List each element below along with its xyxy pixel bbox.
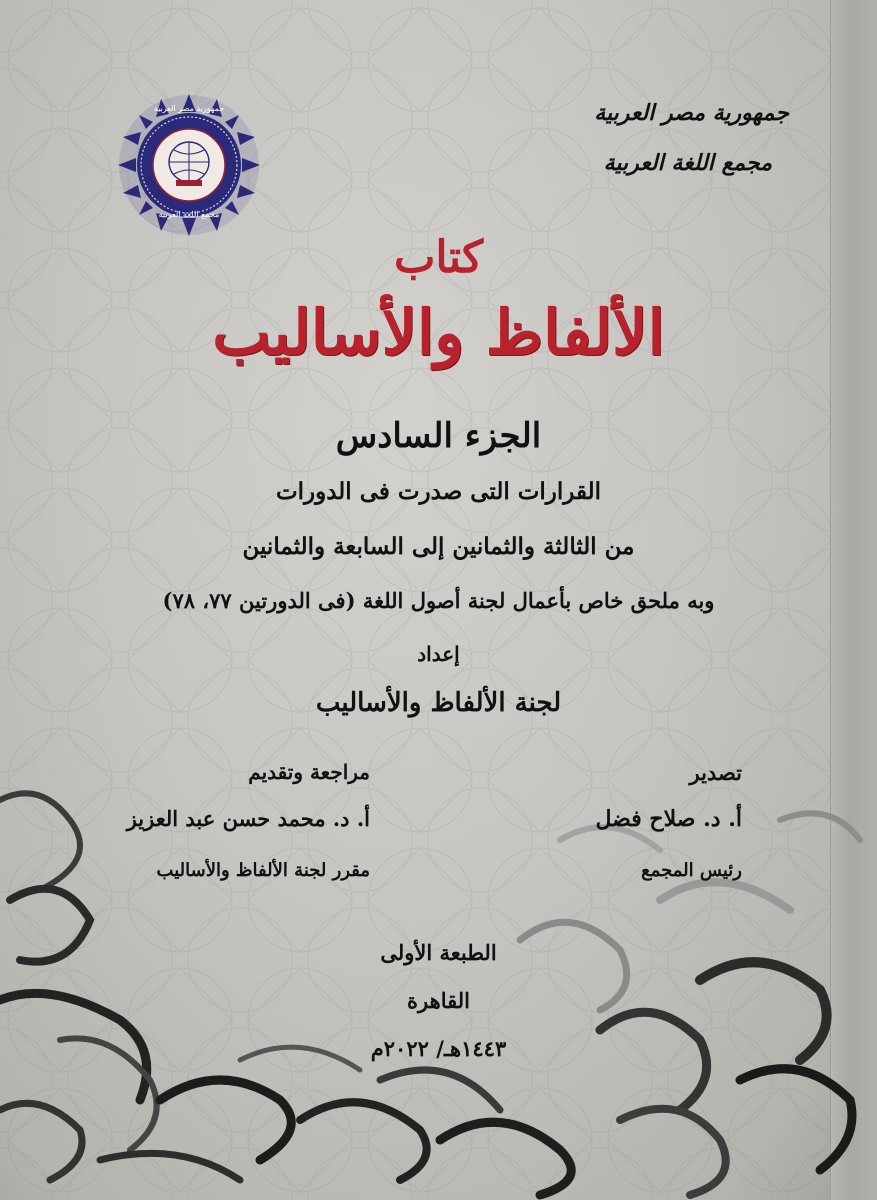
- review-block: [90, 760, 370, 880]
- seal-bottom-text: مجمع اللغة العربية: [158, 210, 220, 219]
- foreword-name: أ. د. صلاح فضل: [595, 806, 742, 832]
- prepared-by-label: إعداد: [417, 642, 460, 666]
- review-role: مقرر لجنة الألفاظ والأساليب: [156, 860, 370, 881]
- edition-label: الطبعة الأولى: [380, 940, 497, 965]
- foreword-role: رئيس المجمع: [641, 860, 742, 881]
- book-title: الألفاظ والأساليب: [212, 296, 665, 369]
- foreword-label: تصدير: [689, 760, 742, 785]
- subtitle-line-3: وبه ملحق خاص بأعمال لجنة أصول اللغة (فى الدورتين ٧٧، ٧٨): [162, 588, 715, 613]
- committee-name: لجنة الألفاظ والأساليب: [315, 688, 562, 718]
- part-number: الجزء السادس: [335, 416, 542, 456]
- subtitle-line-2: من الثالثة والثمانين إلى السابعة والثمانين: [242, 533, 635, 560]
- title-kitab: كتاب: [393, 232, 484, 283]
- subtitle-line-1: القرارات التى صدرت فى الدورات: [275, 478, 602, 505]
- foreword-block: [595, 760, 742, 881]
- publication-city: القاهرة: [407, 988, 470, 1013]
- org-name-academy: مجمع اللغة العربية: [603, 150, 772, 176]
- org-name-country: جمهورية مصر العربية: [594, 100, 789, 126]
- review-name: أ. د. محمد حسن عبد العزيز: [126, 806, 370, 831]
- seal-top-text: جمهورية مصر العربية: [153, 104, 225, 113]
- review-label: مراجعة وتقديم: [248, 760, 370, 784]
- publication-year: ١٤٤٣هـ/ ٢٠٢٢م: [370, 1036, 507, 1061]
